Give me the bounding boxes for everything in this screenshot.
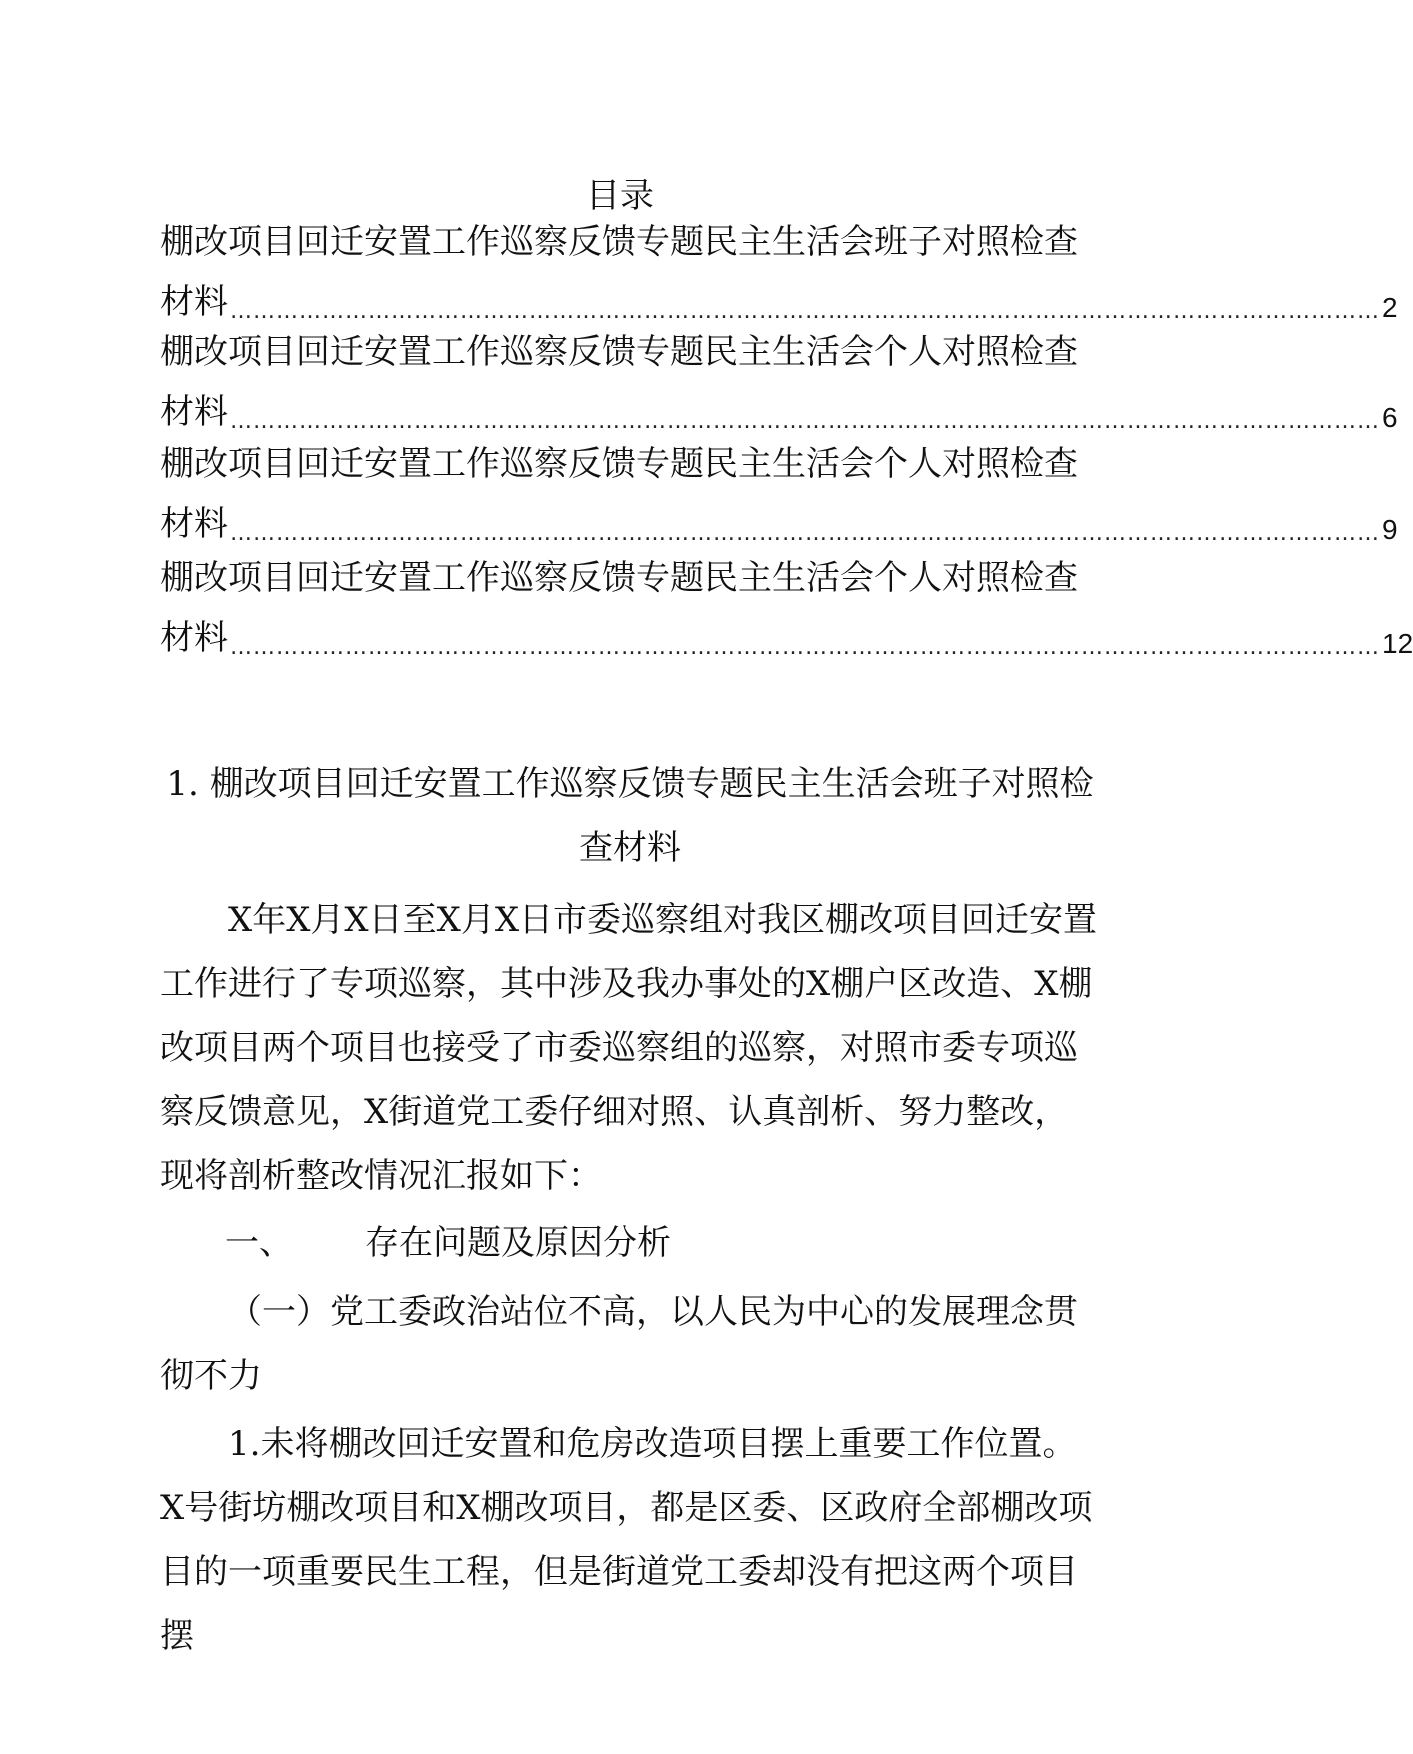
section-title-line2: 查材料 — [579, 828, 681, 868]
toc-page-number: 2 — [1382, 292, 1398, 323]
toc-entry-title: 棚改项目回迁安置工作巡察反馈专题民主生活会个人对照检查 — [160, 332, 1078, 372]
toc-entry-title: 棚改项目回迁安置工作巡察反馈专题民主生活会班子对照检查 — [160, 222, 1078, 262]
toc-entry[interactable] — [160, 212, 1398, 332]
toc-entry-title-cont: 材料 — [160, 504, 228, 544]
toc-page-number: 9 — [1382, 514, 1398, 545]
toc-entry-title-cont: 材料 — [160, 392, 228, 432]
toc-entry[interactable] — [160, 434, 1398, 554]
section-heading — [225, 1211, 671, 1275]
section-title — [160, 752, 1100, 880]
toc-entry[interactable] — [160, 548, 1413, 668]
toc-entry-title-cont: 材料 — [160, 282, 228, 322]
toc-title: 目录 — [586, 176, 654, 216]
toc-page-number: 6 — [1382, 402, 1398, 433]
toc-entry[interactable] — [160, 322, 1398, 442]
toc-leader-dots: …………………………………………………………………………………………………………………………………… — [230, 299, 1380, 324]
toc-entry-title: 棚改项目回迁安置工作巡察反馈专题民主生活会个人对照检查 — [160, 444, 1078, 484]
section-title-line1: 1. 棚改项目回迁安置工作巡察反馈专题民主生活会班子对照检 — [166, 764, 1094, 804]
toc-leader-dots: …………………………………………………………………………………………………………………………………… — [230, 409, 1380, 434]
section-heading-text: 存在问题及原因分析 — [365, 1223, 671, 1263]
toc-leader-dots: …………………………………………………………………………………………………………………………………… — [230, 521, 1380, 546]
toc-entry-title-cont: 材料 — [160, 618, 228, 658]
subheading: （一）党工委政治站位不高，以人民为中心的发展理念贯彻不力 — [160, 1292, 1078, 1396]
toc-leader-dots: …………………………………………………………………………………………………………………………………… — [230, 635, 1380, 660]
point-paragraph: 1.未将棚改回迁安置和危房改造项目摆上重要工作位置。X号街坊棚改项目和X棚改项目，都是区委、区政府全部棚改项目的一项重要民生工程，但是街道党工委却没有把这两个项目摆 — [160, 1424, 1093, 1656]
section-heading-number: 一、 — [225, 1223, 293, 1263]
toc-page-number: 12 — [1382, 628, 1413, 659]
toc-entry-title: 棚改项目回迁安置工作巡察反馈专题民主生活会个人对照检查 — [160, 558, 1078, 598]
intro-paragraph: X年X月X日至X月X日市委巡察组对我区棚改项目回迁安置工作进行了专项巡察，其中涉及我办事处的X棚户区改造、X棚改项目两个项目也接受了市委巡察组的巡察，对照市委专项巡察反馈意见，X街道党工委仔细对照、认真剖析、努力整改，现将剖析整改情况汇报如下： — [160, 900, 1098, 1196]
